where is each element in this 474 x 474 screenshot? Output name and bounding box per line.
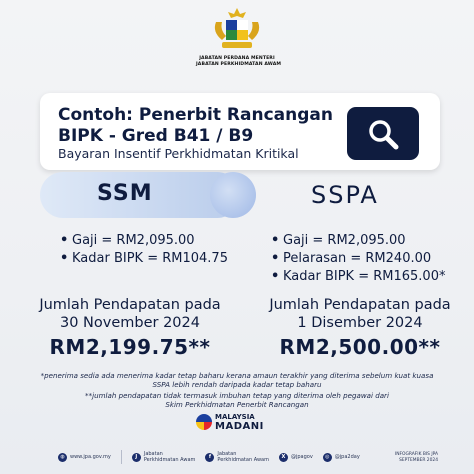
ssm-label: SSM bbox=[97, 181, 153, 206]
sspa-total-label-line-2: 1 Disember 2024 bbox=[297, 315, 423, 331]
madani-logo-icon bbox=[196, 414, 212, 430]
title-line-1: Contoh: Penerbit Rancangan bbox=[58, 105, 333, 125]
ssm-total-label-line-2: 30 November 2024 bbox=[59, 315, 200, 331]
ssm-item-gaji: Gaji = RM2,095.00 bbox=[72, 233, 195, 248]
footer-x[interactable] bbox=[279, 453, 313, 462]
divider-circle bbox=[210, 172, 256, 218]
sspa-total-label bbox=[260, 296, 460, 332]
footer-jabatan[interactable] bbox=[132, 451, 196, 463]
title-line-2: BIPK - Gred B41 / B9 bbox=[58, 126, 254, 146]
infografik-line-2: SEPTEMBER 2024 bbox=[399, 457, 438, 463]
search-button[interactable] bbox=[347, 107, 419, 160]
instagram-icon: ◎ bbox=[323, 453, 332, 462]
ssm-item-list bbox=[60, 232, 228, 268]
sspa-label: SSPA bbox=[311, 181, 379, 209]
sspa-item-bipk: Kadar BIPK = RM165.00* bbox=[283, 269, 446, 284]
footer-jabatan-line-1: Jabatan bbox=[143, 451, 163, 457]
x-icon: X bbox=[279, 453, 288, 462]
jpa-logo-icon: J bbox=[132, 453, 141, 462]
sspa-item-list bbox=[271, 232, 445, 286]
ssm-total-label bbox=[30, 296, 230, 332]
brand-line-2: MADANI bbox=[215, 421, 264, 432]
sspa-total-amount: RM2,500.00** bbox=[279, 335, 441, 359]
title-subtitle: Bayaran Insentif Perkhidmatan Kritikal bbox=[58, 146, 299, 161]
ssm-item-bipk: Kadar BIPK = RM104.75 bbox=[72, 251, 228, 266]
list-item: • Kadar BIPK = RM165.00* bbox=[271, 269, 446, 284]
sspa-item-pelarasan: Pelarasan = RM240.00 bbox=[283, 251, 432, 266]
footer-website-text: www.jpa.gov.my bbox=[70, 454, 111, 460]
organization-line-2: JABATAN PERKHIDMATAN AWAM bbox=[196, 62, 282, 67]
search-icon bbox=[366, 117, 400, 151]
footnote-1-line-1: *penerima sedia ada menerima kadar tetap baharu kerana amaun terakhir yang diterima sebelum kuat kuasa bbox=[40, 371, 434, 380]
ssm-total-label-line-1: Jumlah Pendapatan pada bbox=[39, 297, 221, 313]
ssm-total-amount: RM2,199.75** bbox=[49, 335, 211, 359]
footer-facebook[interactable] bbox=[205, 451, 269, 463]
sspa-item-gaji: Gaji = RM2,095.00 bbox=[283, 233, 406, 248]
footer-divider bbox=[121, 450, 122, 464]
list-item: • Kadar BIPK = RM104.75 bbox=[60, 251, 228, 266]
infografik-line-1: INFOGRAFIK BIS JPA bbox=[394, 452, 438, 457]
infografik-tag bbox=[395, 452, 438, 463]
coat-of-arms-icon bbox=[208, 6, 266, 56]
brand-line-1: MALAYSIA bbox=[215, 413, 255, 421]
footer-other[interactable] bbox=[323, 453, 360, 462]
footer-facebook-line-2: Perkhidmatan Awam bbox=[217, 457, 269, 463]
list-item: • Gaji = RM2,095.00 bbox=[271, 233, 406, 248]
sspa-total-label-line-1: Jumlah Pendapatan pada bbox=[269, 297, 451, 313]
footnote-1-line-2: SSPA lebih rendah daripada kadar tetap baharu bbox=[152, 380, 322, 389]
facebook-icon: f bbox=[205, 453, 214, 462]
globe-icon: ◍ bbox=[58, 453, 67, 462]
footer-jabatan-line-2: Perkhidmatan Awam bbox=[143, 457, 196, 463]
footer-website[interactable] bbox=[58, 453, 111, 462]
list-item: • Gaji = RM2,095.00 bbox=[60, 233, 195, 248]
footer-facebook-line-1: Jabatan bbox=[217, 451, 237, 457]
footnote-2-line-2: Skim Perkhidmatan Penerbit Rancangan bbox=[165, 400, 309, 409]
list-item: • Pelarasan = RM240.00 bbox=[271, 251, 432, 266]
organization-line-1: JABATAN PERDANA MENTERI bbox=[199, 56, 275, 61]
malaysia-madani-logo bbox=[196, 412, 282, 432]
footer-x-handle: @jpagov bbox=[290, 454, 313, 460]
footer-other-handle: @jpa2day bbox=[334, 454, 360, 460]
header-crest bbox=[196, 6, 282, 68]
footnote-2-line-1: **jumlah pendapatan tidak termasuk imbuhan tetap yang diterima oleh pegawai dari bbox=[85, 391, 389, 400]
